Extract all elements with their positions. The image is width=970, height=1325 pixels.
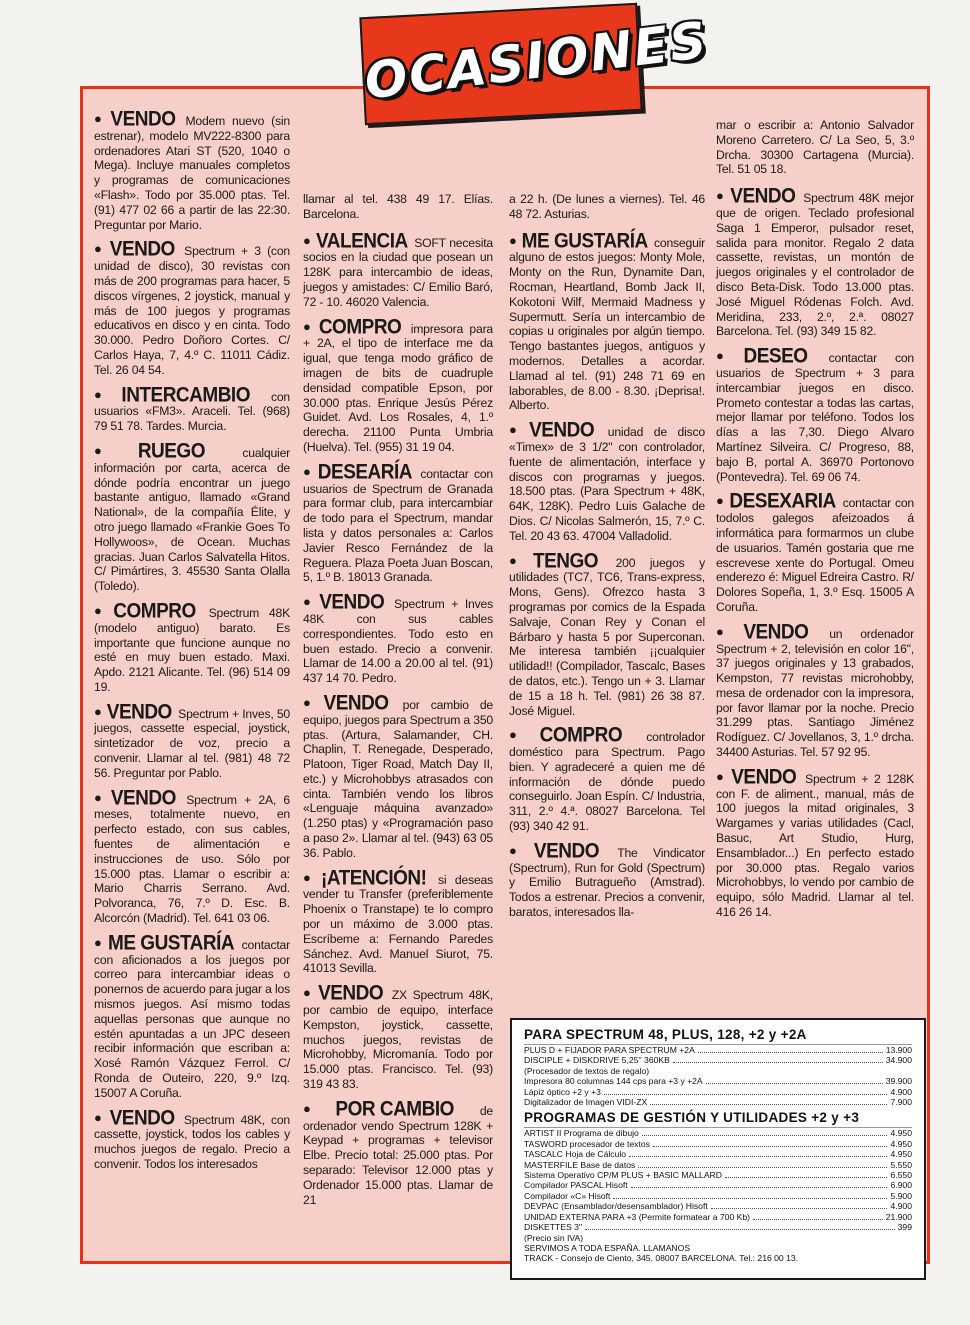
price-list-box (510, 1018, 926, 1280)
price-note: (Precio sin IVA) (524, 1232, 584, 1243)
product-name: DEVPAC (Ensamblador/desensamblador) Hisoft (524, 1201, 708, 1212)
product-name: PLUS D + FIJADOR PARA SPECTRUM +2A (524, 1045, 695, 1055)
bullet-icon: ● (303, 232, 311, 248)
product-price: 5.900 (890, 1190, 912, 1201)
product-price: 6.900 (890, 1180, 912, 1191)
bullet-icon: ● (94, 442, 133, 458)
dot-leader (638, 1166, 887, 1168)
ad-keyword: ME GUSTARÍA (108, 931, 235, 955)
product-price: 399 (897, 1222, 912, 1233)
classified-ad (303, 691, 493, 861)
bullet-icon: ● (94, 386, 117, 402)
ad-keyword: ¡ATENCIÓN! (321, 866, 427, 890)
ad-keyword: ME GUSTARÍA (521, 229, 648, 253)
bullet-icon: ● (716, 348, 739, 364)
ad-text: con usuarios «FM3». Araceli. Tel. (968) 79 51 78. Tardes. Murcia. (94, 389, 290, 434)
ad-keyword: VENDO (110, 107, 176, 131)
price-row (524, 1128, 912, 1138)
bullet-icon: ● (716, 623, 739, 639)
ad-text: unidad de disco «Timex» de 3 1/2" con controlador, fuente de alimentación, interface y discos con programas y juegos. 18.500 ptas. (Para Spectrum + 48K, 64K, 128K). Pedro Luis Galache de Dios. C/ Nicolas Salmerón, 15, 7.º C. Tel. 20 43 63. 47004 Valladolid. (509, 425, 705, 543)
bullet-icon: ● (509, 727, 535, 743)
dot-leader (631, 1186, 888, 1188)
product-name: Digitalizador de Imagen VIDI-ZX (524, 1097, 648, 1108)
classified-ad (94, 107, 291, 232)
price-row (524, 1097, 912, 1107)
bullet-icon: ● (509, 842, 529, 858)
classified-ad (716, 345, 915, 484)
continued-ad-text: llamar al tel. 438 49 17. Elías. Barcelona. (303, 192, 493, 221)
price-row (524, 1149, 912, 1159)
product-name: Compilador «C» Hisoft (524, 1190, 611, 1201)
product-name: TASCALC Hoja de Cálculo (524, 1149, 627, 1160)
bullet-icon: ● (94, 1109, 105, 1125)
dot-leader (753, 1218, 883, 1220)
ad-text: contactar con aficionados a los juegos por correo para intercambiar ideas o ponernos de acuerdo para jugar a los mismos juegos. Así mismo todas aquellas personas que aunque no estén apuntadas a un JPC deseen recibir información que escriban a: Xosé Ramón Vázquez Ferrol. C/ Ronda de Outeiro, 220, 9.º Izq. 15007 A Coruña. (94, 937, 290, 1100)
ad-text: Spectrum + Inves 48K con sus cables correspondientes. Todo esto en buen estado. Precio a convenir. Llamar de 14.00 a 20.00 al tel. (91) 437 14 70. Pedro. (303, 597, 494, 686)
dot-leader (650, 1103, 887, 1105)
bullet-icon: ● (716, 188, 726, 204)
product-name: UNIDAD EXTERNA PARA +3 (Permite formatear a 700 Kb) (524, 1211, 750, 1222)
classified-ad (716, 620, 914, 760)
ad-keyword: VENDO (109, 238, 175, 262)
product-price: 39.900 (885, 1076, 912, 1087)
price-row (524, 1055, 912, 1065)
product-price: 7.900 (890, 1097, 912, 1108)
bullet-icon: ● (303, 694, 319, 710)
ad-text: contactar con todolos galegos afeizoados á informática para formarmos un clube de usuarios. Tamén gostaria que me escrevese xente do Portugal. Omeu enderezo é: Miguel Edreira Castro. R/ Dolores Sopeña, 1, 3.º Esq. 15005 A Coruña. (716, 496, 915, 614)
classified-ad (716, 185, 914, 339)
price-row (524, 1139, 912, 1149)
ad-text: controlador doméstico para Spectrum. Pago bien. Y agradeceré a quien me dé información de dónde puedo conseguirlo. Joan Espín. C/ Industria, 311, 2.º 4.ª. 08027 Barcelona. Tel (93) 340 42 91. (509, 730, 705, 834)
ad-text: cualquier información por carta, acerca de dónde podría encontrar un juego bastante antiguo, llamado «Grand National», de la compañía Élite, y otro juego llamado «Frankie Goes To Hollywoos», de Ocean. Muchas gracias. Juan Carlos Salvatella Hitos. C/ Pimártires, 3. 45530 Santa Olalla (Toledo). (94, 445, 291, 594)
ad-keyword: VALENCIA (315, 229, 408, 253)
ad-keyword: VENDO (319, 590, 385, 615)
ad-text: conseguir alguno de estos juegos: Monty Mole, Monty on the Run, Dynamite Dan, Rocman, Heartland, Bomb Jack II, Kokotoni Wilf, Mermaid Madness y Supermutt. Sería un intercambio de copias u originales por algún tiempo. Tengo bastantes juegos, antiguos y modernos. Detalles a acordar. Llamad al tel. (91) 248 71 69 en laborables, de 8.00 - 8.30. ¡Deprisa!. Alberto. (509, 235, 706, 413)
product-name: Compilador PASCAL Hisoft (524, 1180, 628, 1191)
ad-keyword: VENDO (529, 419, 595, 443)
ad-text: SOFT necesita socios en la ciudad que posean un 128K para intercambio de ideas, juegos y amistades: C/ Emilio Baró, 72 - 10. 46020 Valencia. (303, 235, 493, 309)
ad-keyword: POR CAMBIO (335, 1097, 454, 1121)
product-price: 4.950 (890, 1128, 912, 1139)
classified-ad (303, 590, 494, 686)
ad-text: Spectrum + Inves, 50 juegos, cassette especial, joystick, sintetizador de voz, precio a convenir. Llamar al tel. (981) 48 72 56. Preguntar por Pablo. (94, 706, 290, 780)
classified-ad (303, 315, 494, 455)
ad-text: contactar con usuarios de Spectrum + 3 para intercambiar juegos en disco. Prometo contestar a todas las cartas, mejor llamar por teléfono. Todos los días a las 7,30. Diego Alvaro Martínez Silveira. C/ Progreso, 88, bajo B, portal A. 36970 Portonovo (Pontevedra). Tel. 69 06 74. (716, 351, 915, 484)
classified-ad (509, 549, 705, 719)
ad-text: impresora para + 2A, el tipo de interface me da igual, que tenga modo gráfico de imagen de bits de cuadruple densidad compatible Epson, por 30.000 ptas. Enrique Jesús Pérez Guidet. Avd. Los Rosales, 4, 1.º derecha. 21100 Punta Umbria (Huelva). Tel. (955) 31 19 04. (303, 321, 494, 454)
classified-ad (94, 599, 290, 695)
ad-keyword: INTERCAMBIO (121, 383, 250, 407)
bullet-icon: ● (94, 934, 104, 950)
dot-leader (585, 1228, 894, 1230)
bullet-icon: ● (509, 552, 528, 568)
ad-keyword: COMPRO (318, 315, 402, 339)
column-1 (94, 107, 291, 1182)
bullet-icon: ● (94, 111, 106, 126)
price-note: (Procesador de textos de regalo) (524, 1065, 650, 1076)
classified-ad (94, 931, 290, 1101)
price-row (524, 1160, 912, 1170)
classified-ad (716, 765, 914, 920)
product-name: Lápiz óptico +2 y +3 (524, 1086, 601, 1097)
ad-text: Spectrum + 2 128K con F. de aliment., manual, más de 100 juegos la mitad originales, 3 Wargames y varias utilidades (Cacl, Basuc, Art Studio, Hurg, Ensamblador...) En perfecto estado por 30.000 ptas. Regalo varios Microhobbys, lo vendo por cambio de equipo, sólo Madrid. Llamar al tel. 416 26 14. (716, 771, 914, 920)
product-name: Sistema Operativo CP/M PLUS + BASIC MALLARD (524, 1170, 722, 1181)
price-row (524, 1170, 912, 1180)
ad-keyword: VENDO (110, 786, 176, 810)
column-3 (509, 192, 705, 930)
price-row (524, 1191, 912, 1201)
product-name: MASTERFILE Base de datos (524, 1159, 636, 1170)
dot-leader (711, 1207, 888, 1209)
classified-ad (509, 229, 706, 414)
ad-text: si deseas vender tu Transfer (preferiblemente Phoenix o Transtape) te lo compro por un máximo de 3.000 ptas. Escríbeme a: Fernando Paredes Sánchez. Avd. Manuel Siurot, 75. 41013 Sevilla. (303, 872, 494, 976)
bullet-icon: ● (303, 594, 315, 610)
classified-ad (94, 238, 290, 377)
bullet-icon: ● (94, 703, 102, 719)
bullet-icon: ● (303, 1100, 331, 1116)
dot-leader (706, 1082, 883, 1084)
classified-ad (303, 460, 494, 585)
classified-ad (303, 982, 494, 1092)
classified-ad (509, 839, 706, 920)
classified-ad (94, 439, 291, 594)
ad-keyword: VENDO (318, 982, 384, 1006)
product-price: 4.950 (890, 1149, 912, 1160)
ad-keyword: VENDO (730, 185, 796, 209)
product-price: 6.550 (890, 1170, 912, 1181)
ad-keyword: COMPRO (113, 599, 196, 623)
bullet-icon: ● (509, 422, 525, 438)
price-section-title: PARA SPECTRUM 48, PLUS, 128, +2 y +2A (524, 1027, 807, 1042)
bullet-icon: ● (303, 869, 316, 885)
price-row (524, 1045, 912, 1055)
bullet-icon: ● (509, 232, 517, 248)
price-row (524, 1076, 912, 1086)
ad-text: Modem nuevo (sin estrenar), modelo MV222-8300 para ordenadores Atari ST (520, 1040 o Mega). Incluye manuales completos y programas de comunicaciones «Flash». Todo por 35.000 ptas. Tel. (91) 477 02 66 a partir de las 22:30. Preguntar por Mario. (94, 114, 291, 232)
classified-ad (303, 1097, 493, 1208)
bullet-icon: ● (303, 985, 314, 1001)
product-price: 4.950 (890, 1138, 912, 1149)
ad-keyword: VENDO (731, 765, 797, 789)
ad-keyword: RUEGO (137, 439, 205, 463)
bullet-icon: ● (716, 768, 727, 784)
dot-leader (725, 1176, 888, 1178)
dot-leader (653, 1145, 888, 1147)
ad-keyword: DESEO (743, 345, 808, 369)
ad-text: Spectrum + 2A, 6 meses, totalmente nuevo, en perfecto estado, con sus cables, fuentes de alimentación e instrucciones de uso. Sólo por 15.000 ptas. Llamar o escribir a: Mario Charris Serrano. Avd. Polvoranca, 76, 7.º D. Esc. B. Alcorcón (Madrid). Tel. 641 03 06. (94, 792, 290, 926)
classified-ad (94, 1106, 291, 1172)
price-row (524, 1087, 912, 1097)
dot-leader (642, 1134, 888, 1136)
classified-ad (94, 786, 290, 926)
ad-text: ZX Spectrum 48K, por cambio de equipo, interface Kempston, joystick, cassette, muchos juegos, revistas de Microhobby, Micromanía. Todo por 15.000 ptas. Francisco. Tel. (93) 319 43 83. (303, 988, 494, 1092)
classified-ad (509, 419, 705, 543)
ad-keyword: COMPRO (539, 724, 623, 748)
classified-ad (509, 724, 705, 834)
ad-text: Spectrum 48K, con cassette, joystick, todos los cables y muchos juegos de regalo. Precio a convenir. Todos los interesados (94, 1112, 291, 1171)
ad-keyword: DESEXARIA (729, 490, 836, 514)
product-price: 13.900 (885, 1045, 912, 1055)
ad-text: Spectrum 48K mejor que de origen. Teclado profesional Saga 1 Emperor, pulsador reset, salida para monitor. Regalo 2 data cassette, revistas, un montón de juegos originales y el controlador de disco Beta-Disk. Todo 13.000 ptas. José Miguel Ródenas Folch. Avd. Meridina, 233, 2.º, 2.ª. 08027 Barcelona. Tel. (93) 349 15 82. (716, 191, 914, 339)
ad-keyword: DESEARÍA (317, 460, 412, 484)
product-price: 21.900 (885, 1211, 912, 1222)
price-row (524, 1201, 912, 1211)
product-name: TASWORD procesador de textos (524, 1138, 650, 1149)
price-row (524, 1212, 912, 1222)
classified-ad (303, 229, 493, 310)
ad-text: por cambio de equipo, juegos para Spectrum a 350 ptas. (Artura, Salamander, CH. Chaplin, T. Renegade, Desperado, Platoon, Tiger Road, Match Day II, etc.) y Microhobbys atrasados con cinta. También vendo los libros «Lenguaje máquina avanzado» (1.250 ptas) y «Programación paso a paso 2». Llamar al tel. (943) 63 05 36. Pablo. (303, 697, 493, 860)
dot-leader (604, 1093, 888, 1095)
column-2 (303, 192, 493, 1217)
price-row (524, 1180, 912, 1190)
product-price: 5.550 (890, 1159, 912, 1170)
ad-keyword: VENDO (743, 620, 809, 644)
ad-text: The Vindicator (Spectrum), Run for Gold (Spectrum) y Emilio Butragueño (Amstrad). Todos a estrenar. Precios a convenir, baratos, interesados lla- (509, 845, 706, 920)
continued-ad-text: mar o escribir a: Antonio Salvador Moreno Carretero. C/ La Seo, 5, 3.º Drcha. 30300 Cartagena (Murcia). Tel. 51 05 18. (716, 118, 914, 177)
classified-ad (94, 383, 290, 434)
dot-leader (613, 1197, 887, 1199)
column-4 (716, 118, 914, 930)
price-section-2 (524, 1127, 912, 1263)
classified-ad (94, 700, 290, 781)
ad-keyword: VENDO (323, 691, 389, 715)
continued-ad-text: a 22 h. (De lunes a viernes). Tel. 46 48 72. Asturias. (509, 192, 705, 221)
dot-leader (673, 1061, 883, 1063)
ad-text: de ordenador vendo Spectrum 128K + Keypad + programas + televisor Elbe. Precio total: 25.000 ptas. Por separado: Televisor 12.000 ptas y Ordenador 15.000 ptas. Llamar de 21 (303, 1103, 493, 1207)
ad-text: contactar con usuarios de Spectrum de Granada para formar club, para intercambiar de todo para el Spectrum, mandar lista y datos personales a: Carlos Javier Resco Fernández de la Reguera. Plaza Poeta Juan Boscan, 5, 1.º B. 18013 Granada. (303, 466, 494, 585)
dot-leader (698, 1051, 883, 1053)
bullet-icon: ● (303, 318, 314, 334)
section-title-badge (359, 3, 712, 125)
product-price: 4.900 (890, 1201, 912, 1212)
price-section-1 (524, 1044, 912, 1107)
ad-keyword: VENDO (106, 700, 172, 724)
product-name: DISKETTES 3'' (524, 1222, 583, 1233)
price-row (524, 1222, 912, 1232)
ad-text: Spectrum + 3 (con unidad de disco), 30 revistas con más de 200 programas para hacer, 5 discos vírgenes, 2 joystick, manual y más de 100 juegos y programas educativos en disco y en cinta. Todo 30.000. Pedro Doñoro Cortes. C/ Carlos Haya, 7, 4.º C. 11011 Cádiz. Tel. 26 04 54. (94, 244, 290, 377)
product-name: ARTIST II Programa de dibujo (524, 1128, 639, 1139)
bullet-icon: ● (94, 602, 109, 618)
product-name: DISCIPLE + DISKDRIVE 5,25'' 360KB (524, 1055, 670, 1066)
classified-ad (303, 866, 494, 977)
price-section-title: PROGRAMAS DE GESTIÓN Y UTILIDADES +2 y +3 (524, 1110, 860, 1126)
footer-address: TRACK - Consejo de Ciento, 345. 08007 BARCELONA. Tel.: 216 00 13. (524, 1253, 799, 1264)
bullet-icon: ● (303, 463, 313, 479)
bullet-icon: ● (94, 241, 105, 257)
ad-keyword: TENGO (533, 549, 599, 573)
ad-text: 200 juegos y utilidades (TC7, TC6, Trans-express, Mons, Gens). Ofrezco hasta 3 programas por comics de la Espada Salvaje, Conan Rey y Conan el Bárbaro y hasta 5 por Superconan. Me interesa también ¡¡cualquier utilidad!! (Compilador, Tascalc, Bases de datos, etc.). Tengo un + 3. Llamar de 15 a 18 h. Tel. (981) 26 38 87. José Miguel. (509, 555, 705, 718)
bullet-icon: ● (716, 493, 725, 509)
product-price: 34.900 (885, 1055, 912, 1066)
footer-line: SERVIMOS A TODA ESPAÑA. LLAMANOS (524, 1242, 691, 1253)
product-name: Impresora 80 columnas 144 cps para +3 y +2A (524, 1076, 703, 1087)
section-title: OCASIONES (361, 10, 712, 111)
product-price: 4.900 (890, 1086, 912, 1097)
bullet-icon: ● (94, 789, 106, 805)
classified-ad (716, 490, 915, 614)
ad-text: Spectrum 48K (modelo antiguo) barato. Es importante que funcione aunque no esté en muy buen estado. Maxi. Apdo. 2121 Alicante. Tel. (96) 514 09 19. (94, 605, 290, 694)
ad-text: un ordenador Spectrum + 2, televisión en color 16", 37 juegos originales y 13 grabados, Kempston, 77 revistas microhobby, mesa de ordenador con la impresora, por favor llamar por la noche. Precio 31.299 ptas. Santiago Jiménez Rodíguez. C/ Jovellanos, 3, 1.º drcha. 34400 Asturias. Tel. 57 92 95. (716, 626, 914, 760)
dot-leader (629, 1155, 887, 1157)
ad-keyword: VENDO (109, 1106, 175, 1130)
ad-keyword: VENDO (533, 839, 599, 863)
